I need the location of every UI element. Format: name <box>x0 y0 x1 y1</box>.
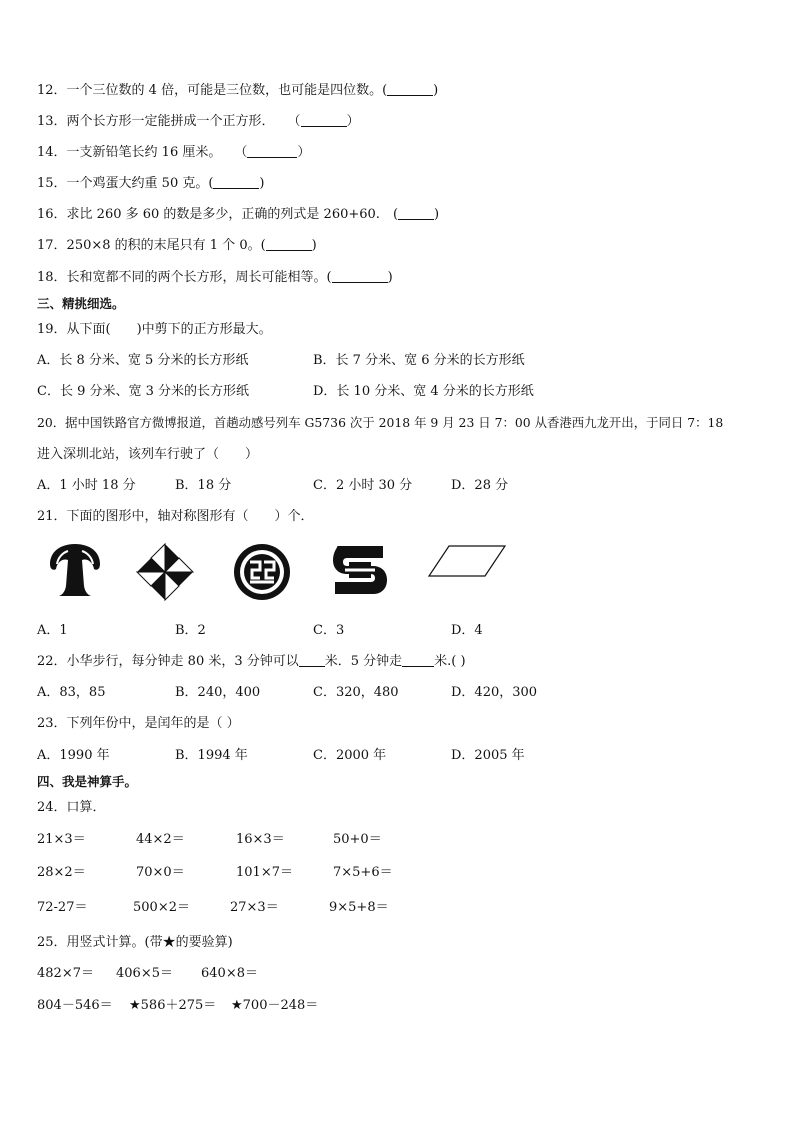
option-a[interactable]: A．长 8 分米、宽 5 分米的长方形纸 <box>37 353 249 368</box>
oral-calc-item: 50+0＝ <box>333 832 382 847</box>
answer-blank[interactable] <box>301 114 347 127</box>
answer-blank[interactable] <box>213 176 259 189</box>
parallelogram-icon <box>427 542 507 582</box>
question-17: 17．250×8 的积的末尾只有 1 个 0。( ) <box>37 238 317 253</box>
option-c[interactable]: C．2000 年 <box>313 748 387 763</box>
option-a[interactable]: A．1 小时 18 分 <box>37 478 136 493</box>
question-19-stem: 19．从下面( )中剪下的正方形最大。 <box>37 322 272 337</box>
oral-calc-item: 9×5+8＝ <box>329 900 389 915</box>
option-b[interactable]: B．1994 年 <box>175 748 248 763</box>
question-20-stem-1: 20．据中国铁路官方微博报道，首趟动感号列车 G5736 次于 2018 年 9 月 23 日 7：00 从香港西九龙开出，于同日 7：18 <box>37 415 724 430</box>
oral-calc-item: 72-27＝ <box>37 900 88 915</box>
option-c[interactable]: C．长 9 分米、宽 3 分米的长方形纸 <box>37 384 250 399</box>
s-logo-icon <box>331 542 389 598</box>
question-text: 13．两个长方形一定能拼成一个正方形． （ <box>37 114 301 129</box>
option-b[interactable]: B．18 分 <box>175 478 232 493</box>
bank-logo-icon <box>232 542 292 602</box>
question-13: 13．两个长方形一定能拼成一个正方形． （ ） <box>37 114 360 129</box>
question-text: 12．一个三位数的 4 倍，可能是三位数，也可能是四位数。( <box>37 83 388 98</box>
vertical-calc-item: ★586＋275＝ <box>129 998 217 1013</box>
oral-calc-item: 16×3＝ <box>236 832 285 847</box>
answer-blank[interactable] <box>402 654 434 667</box>
question-22-stem: 22．小华步行，每分钟走 80 米，3 分钟可以 米．5 分钟走 米.( ) <box>37 654 466 669</box>
question-23-stem: 23．下列年份中，是闰年的是（ ） <box>37 716 240 731</box>
question-16: 16．求比 260 多 60 的数是多少，正确的列式是 260+60. ( ) <box>37 207 440 222</box>
question-text: 17．250×8 的积的末尾只有 1 个 0。( <box>37 238 266 253</box>
section-title-3: 三、精挑细选。 <box>37 296 125 311</box>
option-a[interactable]: A．1990 年 <box>37 748 110 763</box>
question-20-stem-2: 进入深圳北站，该列车行驶了（ ） <box>37 447 259 462</box>
option-b[interactable]: B．长 7 分米、宽 6 分米的长方形纸 <box>313 353 525 368</box>
option-d[interactable]: D．2005 年 <box>451 748 525 763</box>
question-21-stem: 21．下面的图形中，轴对称图形有（ ）个． <box>37 509 314 524</box>
vertical-calc-item: 804－546＝ <box>37 998 113 1013</box>
oral-calc-item: 27×3＝ <box>230 900 279 915</box>
question-15: 15．一个鸡蛋大约重 50 克。( ) <box>37 176 265 191</box>
answer-blank[interactable] <box>299 654 325 667</box>
answer-blank[interactable] <box>266 238 312 251</box>
option-a[interactable]: A．83，85 <box>37 685 106 700</box>
section-title-4: 四、我是神算手。 <box>37 774 138 789</box>
oral-calc-item: 28×2＝ <box>37 865 86 880</box>
oral-calc-item: 70×0＝ <box>136 865 185 880</box>
question-text: 18．长和宽都不同的两个长方形，周长可能相等。( <box>37 270 332 285</box>
option-c[interactable]: C．3 <box>313 623 345 638</box>
vertical-calc-item: 406×5＝ <box>116 966 173 981</box>
question-25-stem: 25．用竖式计算。(带★的要验算) <box>37 935 233 950</box>
question-12: 12．一个三位数的 4 倍，可能是三位数，也可能是四位数。( ) <box>37 83 439 98</box>
answer-blank[interactable] <box>247 145 297 158</box>
option-b[interactable]: B．2 <box>175 623 206 638</box>
option-c[interactable]: C．2 小时 30 分 <box>313 478 413 493</box>
option-a[interactable]: A．1 <box>37 623 68 638</box>
option-c[interactable]: C．320，480 <box>313 685 399 700</box>
vertical-calc-item: 482×7＝ <box>37 966 94 981</box>
question-24-stem: 24．口算． <box>37 800 106 815</box>
oral-calc-item: 44×2＝ <box>136 832 185 847</box>
oral-calc-item: 101×7＝ <box>236 865 293 880</box>
question-text: 16．求比 260 多 60 的数是多少，正确的列式是 260+60. ( <box>37 207 399 222</box>
question-text: 15．一个鸡蛋大约重 50 克。( <box>37 176 214 191</box>
oral-calc-item: 21×3＝ <box>37 832 86 847</box>
option-d[interactable]: D．28 分 <box>451 478 509 493</box>
option-b[interactable]: B．240，400 <box>175 685 261 700</box>
option-d[interactable]: D．420，300 <box>451 685 538 700</box>
oral-calc-item: 7×5+6＝ <box>333 865 393 880</box>
question-14: 14．一支新铅笔长约 16 厘米。 （ ） <box>37 145 311 160</box>
oral-calc-item: 500×2＝ <box>133 900 190 915</box>
answer-blank[interactable] <box>332 270 388 283</box>
answer-blank[interactable] <box>387 83 433 96</box>
mushroom-logo-icon <box>48 542 102 600</box>
pinwheel-icon <box>135 542 195 602</box>
option-d[interactable]: D．4 <box>451 623 483 638</box>
answer-blank[interactable] <box>398 207 434 220</box>
question-text: 14．一支新铅笔长约 16 厘米。 （ <box>37 145 248 160</box>
vertical-calc-item: ★700－248＝ <box>231 998 319 1013</box>
question-18: 18．长和宽都不同的两个长方形，周长可能相等。( ) <box>37 270 393 285</box>
option-d[interactable]: D．长 10 分米、宽 4 分米的长方形纸 <box>313 384 534 399</box>
vertical-calc-item: 640×8＝ <box>201 966 258 981</box>
